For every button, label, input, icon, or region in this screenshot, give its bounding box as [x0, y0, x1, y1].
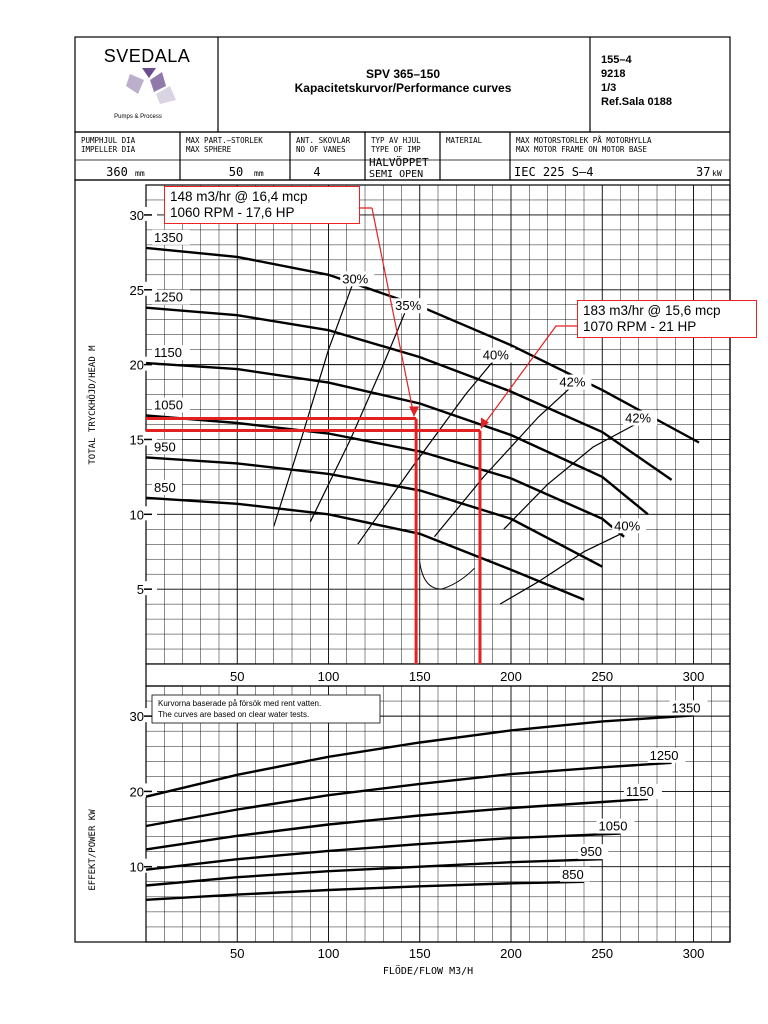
power-y-label: EFFEKT/POWER KW	[88, 809, 98, 891]
series-label-1250: 1250	[154, 289, 183, 305]
efficiency-curve	[310, 312, 405, 522]
series-label-1050: 1050	[154, 397, 183, 413]
x-tick-label: 200	[500, 669, 522, 684]
series-label-1150: 1150	[625, 783, 654, 799]
x-tick-label: 150	[408, 946, 431, 961]
efficiency-label: 40%	[482, 347, 509, 363]
x-tick-label: 250	[591, 669, 614, 684]
left-callout	[164, 186, 360, 224]
series-label-950: 950	[580, 844, 602, 860]
spec-label: NO OF VANES	[296, 145, 346, 154]
x-axis-label: FLÖDE/FLOW M3/H	[382, 966, 474, 977]
series-label-850: 850	[562, 866, 584, 882]
note-line-2: The curves are based on clear water tests.	[158, 710, 310, 719]
y-tick-label: 5	[136, 582, 144, 598]
note-line-1: Kurvorna baserade på försök med rent vatten.	[158, 699, 322, 708]
efficiency-label: 40%	[614, 518, 641, 534]
brand-name: SVEDALA	[103, 46, 191, 66]
spec-unit: kW	[712, 169, 722, 178]
spec-label: MAX PART.–STORLEK	[186, 136, 263, 145]
spec-label: MAX MOTORSTORLEK PÅ MOTORHYLLA	[516, 136, 652, 145]
svedala-logo-icon	[126, 68, 176, 104]
y-tick-label: 30	[129, 709, 144, 725]
x-tick-label: 200	[500, 946, 522, 961]
y-tick-label: 10	[129, 507, 144, 523]
ref-line: 155–4	[601, 54, 632, 66]
x-tick-label: 150	[408, 669, 431, 684]
ref-line: 9218	[601, 68, 626, 80]
efficiency-curve	[274, 285, 352, 526]
spec-label: ANT. SKOVLAR	[296, 136, 351, 145]
efficiency-loop	[420, 562, 475, 589]
brand-subtitle: Pumps & Process	[114, 114, 162, 120]
tick-bg	[143, 581, 157, 595]
right-callout-line-1: 183 m3/hr @ 15,6 mcp	[583, 303, 721, 318]
spec-label: IMPELLER DIA	[81, 145, 136, 154]
series-line-1350	[146, 248, 699, 443]
tick-bg	[143, 207, 157, 221]
spec-label: PUMPHJUL DIA	[81, 136, 136, 145]
left-callout-line-2: 1060 RPM - 17,6 HP	[170, 205, 295, 220]
power-chart	[130, 686, 730, 961]
head-chart	[130, 185, 730, 664]
efficiency-label: 30%	[342, 271, 369, 287]
left-callout-arrow	[409, 407, 419, 417]
ref-block	[601, 54, 672, 108]
series-label-1350: 1350	[671, 700, 701, 716]
spec-value: SEMI OPEN	[369, 169, 424, 180]
ref-line: 1/3	[601, 82, 617, 94]
left-callout-line-1: 148 m3/hr @ 16,4 mcp	[170, 189, 308, 204]
efficiency-curve	[500, 532, 624, 604]
y-tick-label: 20	[129, 784, 144, 800]
x-tick-label: 300	[682, 946, 705, 961]
x-tick-label: 50	[230, 669, 245, 684]
series-label-850: 850	[154, 479, 176, 495]
efficiency-label: 42%	[625, 410, 652, 426]
efficiency-label: 42%	[559, 374, 586, 390]
spec-unit: mm	[135, 169, 145, 178]
spec-value: 360	[106, 165, 128, 179]
right-callout	[577, 300, 757, 338]
spec-value: 37	[696, 165, 711, 179]
model-title: SPV 365–150	[365, 67, 441, 81]
y-tick-label: 20	[129, 357, 144, 373]
y-tick-label: 30	[129, 207, 144, 223]
series-label-1250: 1250	[649, 747, 679, 763]
spec-label: TYPE OF IMP	[371, 145, 421, 154]
series-line-1050	[146, 416, 624, 537]
ref-line: Ref.Sala 0188	[601, 96, 672, 108]
spec-value: IEC 225 S–4	[514, 165, 594, 179]
right-callout-line-2: 1070 RPM - 21 HP	[583, 319, 697, 334]
y-tick-label: 15	[129, 432, 144, 448]
x-tick-label: 50	[230, 946, 245, 961]
spec-label: MATERIAL	[446, 136, 483, 145]
spec-label: TYP AV HJUL	[371, 136, 421, 145]
x-tick-label: 100	[317, 669, 340, 684]
series-line-950	[146, 457, 602, 566]
x-tick-label: 300	[682, 669, 705, 684]
efficiency-label: 35%	[395, 298, 422, 314]
tick-bg	[143, 859, 157, 873]
head-y-label: TOTAL TRYCKHÖJD/HEAD M	[88, 345, 98, 465]
spec-value: HALVÖPPET	[369, 156, 429, 169]
spec-unit: mm	[254, 169, 264, 178]
spec-cells	[75, 132, 730, 180]
spec-label: MAX SPHERE	[186, 145, 232, 154]
spec-value: 50	[228, 165, 244, 179]
x-tick-label: 250	[591, 946, 614, 961]
tick-bg	[143, 506, 157, 520]
spec-label: MAX MOTOR FRAME ON MOTOR BASE	[516, 145, 647, 154]
series-label-950: 950	[154, 439, 176, 455]
chart-subtitle: Kapacitetskurvor/Performance curves	[294, 81, 512, 95]
series-label-1050: 1050	[598, 818, 628, 834]
y-tick-label: 10	[129, 859, 144, 875]
y-tick-label: 25	[129, 282, 144, 298]
series-label-1350: 1350	[154, 229, 183, 245]
series-label-1150: 1150	[154, 345, 182, 361]
spec-value: 4	[313, 165, 321, 179]
x-tick-label: 100	[317, 946, 340, 961]
